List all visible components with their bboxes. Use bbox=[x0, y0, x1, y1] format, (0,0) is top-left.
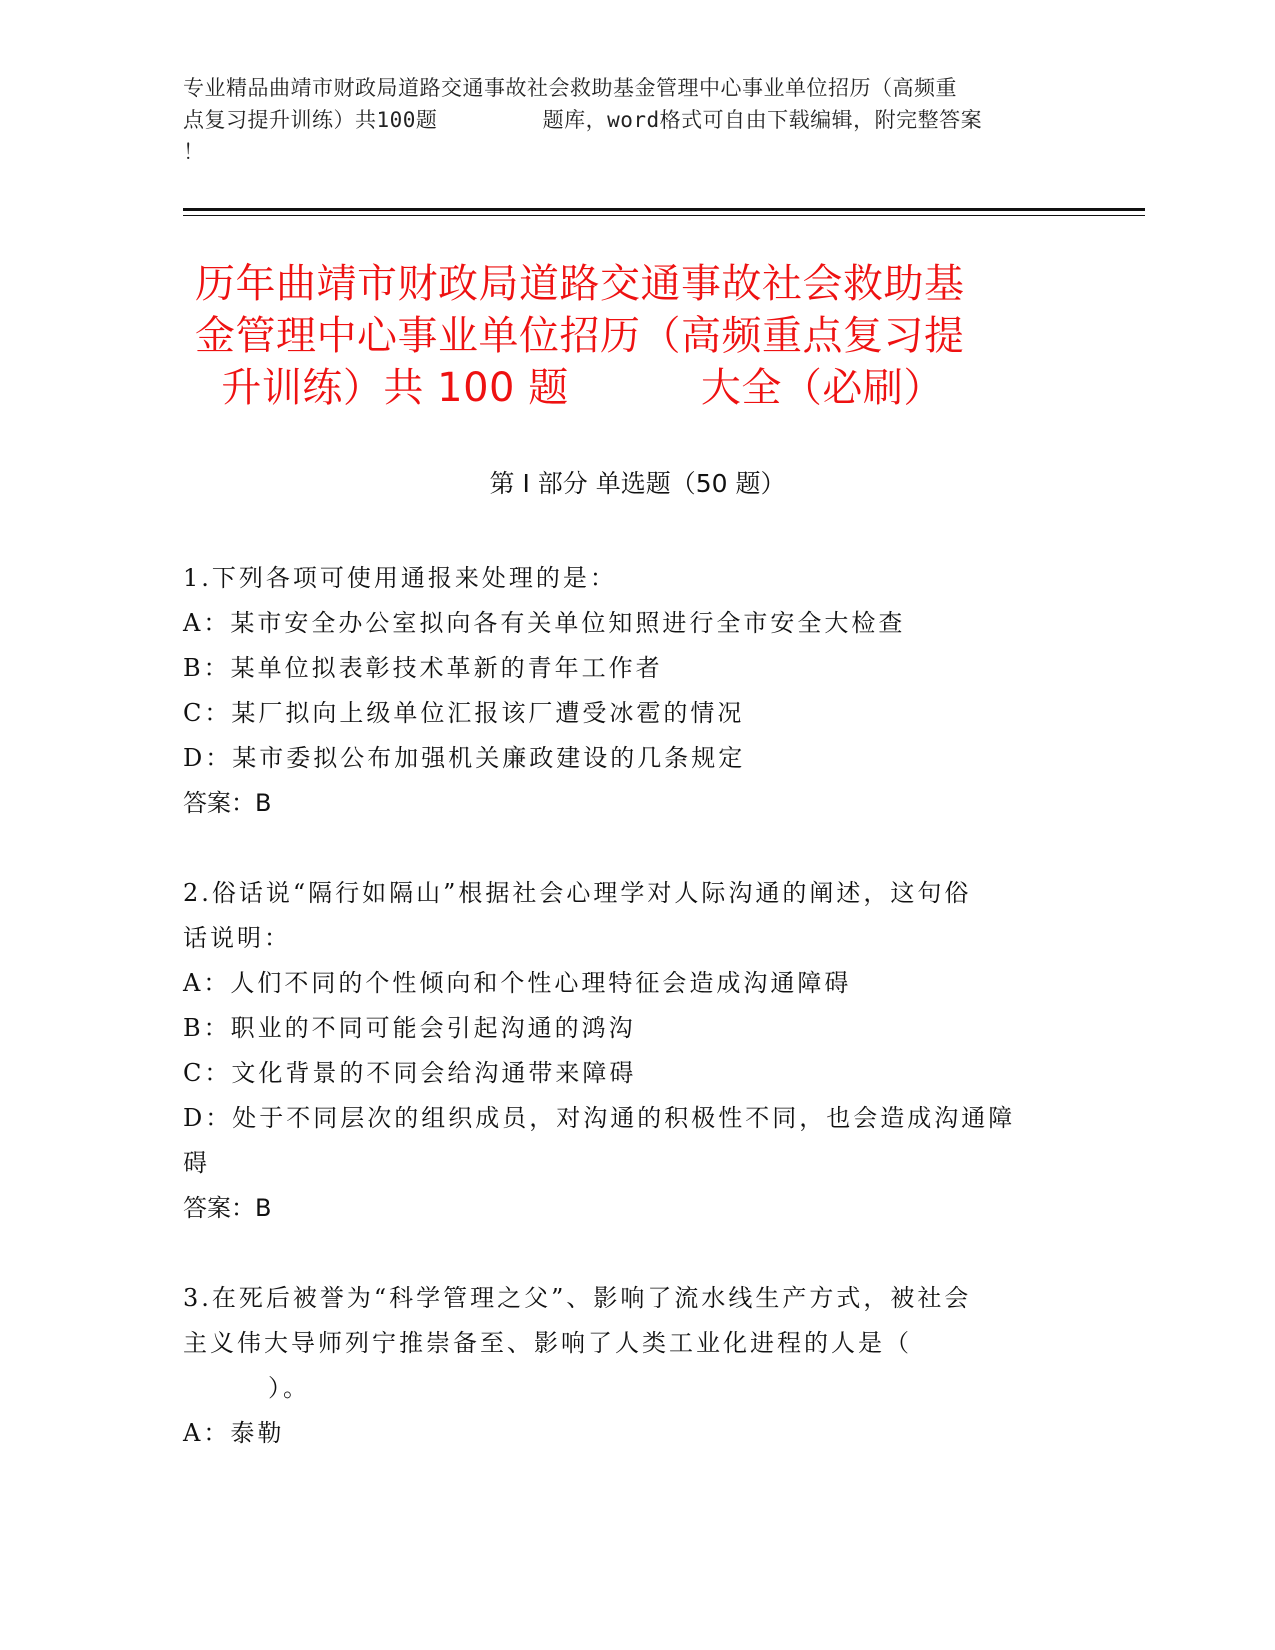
option-b: B：职业的不同可能会引起沟通的鸿沟 bbox=[183, 1014, 636, 1042]
question-text-continued: ）。 bbox=[183, 1374, 311, 1402]
option-c: C：某厂拟向上级单位汇报该厂遭受冰雹的情况 bbox=[183, 699, 745, 727]
option-c: C：文化背景的不同会给沟通带来障碍 bbox=[183, 1059, 637, 1087]
question-text-continued: 主义伟大导师列宁推崇备至、影响了人类工业化进程的人是（ bbox=[183, 1329, 912, 1357]
option-d-continued: 碍 bbox=[183, 1149, 210, 1177]
question-text-continued: 话说明： bbox=[183, 924, 291, 952]
answer-text: 答案：B bbox=[183, 789, 272, 817]
section-title: 第 I 部分 单选题（50 题） bbox=[489, 469, 786, 498]
option-d: D：处于不同层次的组织成员，对沟通的积极性不同，也会造成沟通障 bbox=[183, 1104, 1016, 1132]
answer-text: 答案：B bbox=[183, 1194, 272, 1222]
question-text: 2.俗话说“隔行如隔山”根据社会心理学对人际沟通的阐述，这句俗 bbox=[183, 879, 972, 907]
question-text: 1.下列各项可使用通报来处理的是： bbox=[183, 564, 617, 592]
title-line-3: 升训练）共 100 题 大全（必刷） bbox=[195, 365, 944, 411]
question-list bbox=[183, 556, 1083, 1456]
header-divider-thick bbox=[183, 208, 1145, 211]
option-a: A：某市安全办公室拟向各有关单位知照进行全市安全大检查 bbox=[183, 609, 906, 637]
question-spacer bbox=[183, 1231, 1083, 1276]
title-line-2: 金管理中心事业单位招历（高频重点复习提 bbox=[195, 313, 965, 359]
title-line-1: 历年曲靖市财政局道路交通事故社会救助基 bbox=[195, 261, 965, 307]
header-line-1: 专业精品曲靖市财政局道路交通事故社会救助基金管理中心事业单位招历（高频重 bbox=[183, 76, 957, 100]
option-a: A：人们不同的个性倾向和个性心理特征会造成沟通障碍 bbox=[183, 969, 852, 997]
question-item bbox=[183, 1276, 1083, 1456]
document-title bbox=[195, 258, 1075, 414]
question-item bbox=[183, 871, 1083, 1231]
question-text: 3.在死后被誉为“科学管理之父”、影响了流水线生产方式，被社会 bbox=[183, 1284, 972, 1312]
option-a: A：泰勒 bbox=[183, 1419, 285, 1447]
header-line-3: ！ bbox=[183, 140, 205, 164]
header-divider-thin bbox=[183, 215, 1145, 216]
header-line-2: 点复习提升训练）共100题 题库，word格式可自由下载编辑，附完整答案 bbox=[183, 108, 983, 132]
document-header bbox=[183, 72, 1063, 168]
option-b: B：某单位拟表彰技术革新的青年工作者 bbox=[183, 654, 663, 682]
option-d: D：某市委拟公布加强机关廉政建设的几条规定 bbox=[183, 744, 746, 772]
question-item bbox=[183, 556, 1083, 826]
question-spacer bbox=[183, 826, 1083, 871]
